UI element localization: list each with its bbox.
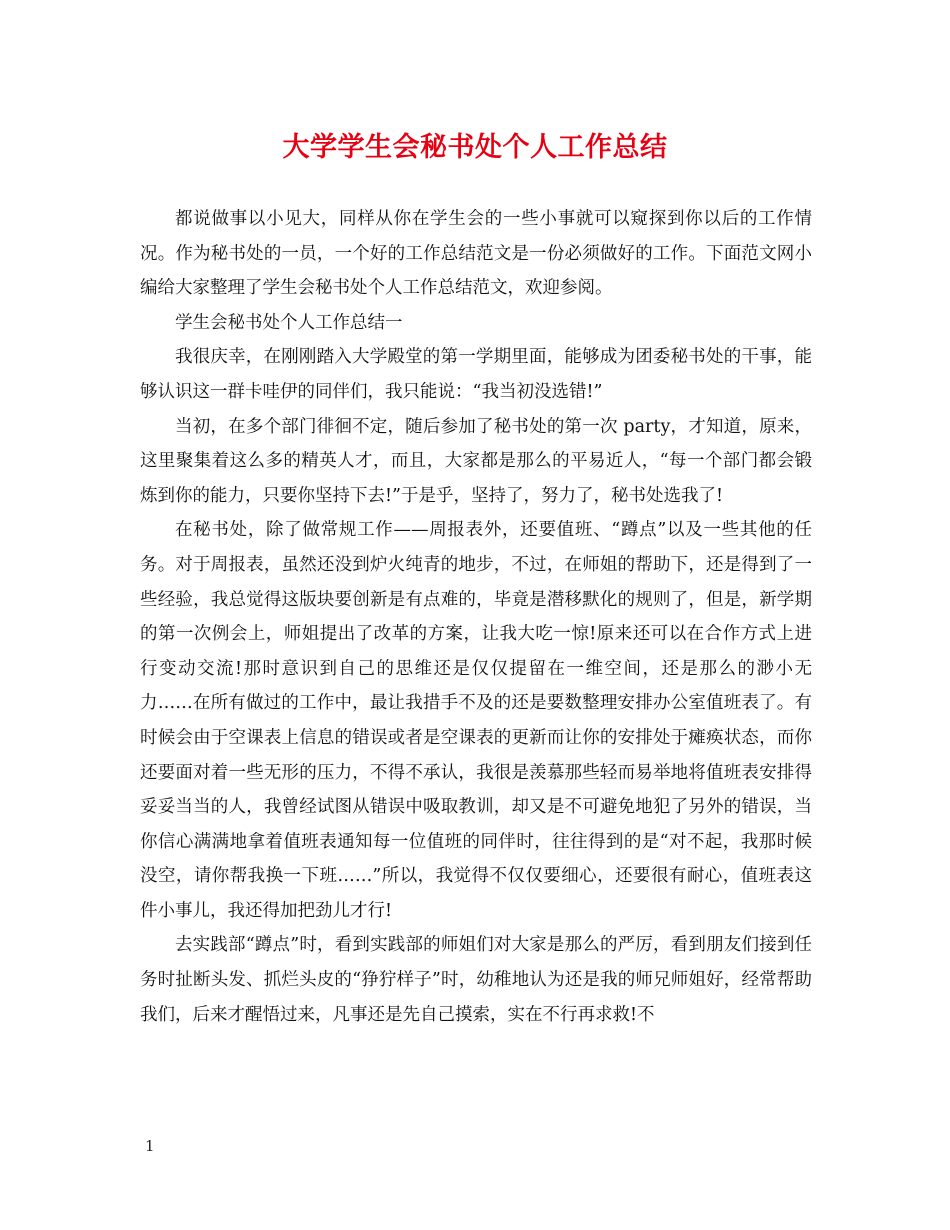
document-body <box>140 202 812 1032</box>
paragraph: 我很庆幸，在刚刚踏入大学殿堂的第一学期里面，能够成为团委秘书处的干事，能够认识这一群卡哇伊的同伴们，我只能说：“我当初没选错!” <box>140 347 812 402</box>
section-heading: 学生会秘书处个人工作总结一 <box>175 312 403 333</box>
document-title: 大学学生会秘书处个人工作总结 <box>282 132 668 163</box>
paragraph: 都说做事以小见大，同样从你在学生会的一些小事就可以窥探到你以后的工作情况。作为秘书处的一员，一个好的工作总结范文是一份必须做好的工作。下面范文网小编给大家整理了学生会秘书处个人工作总结范文，欢迎参阅。 <box>140 209 812 299</box>
paragraph: 去实践部“蹲点”时，看到实践部的师姐们对大家是那么的严厉，看到朋友们接到任务时扯断头发、抓烂头皮的“狰狞样子”时，幼稚地认为还是我的师兄师姐好，经常帮助我们，后来才醒悟过来，凡事还是先自己摸索，实在不行再求救!不 <box>140 935 812 1025</box>
paragraph: 当初，在多个部门徘徊不定，随后参加了秘书处的第一次 party，才知道，原来，这里聚集着这么多的精英人才，而且，大家都是那么的平易近人，“每一个部门都会锻炼到你的能力，只要你坚持下去!”于是乎，坚持了，努力了，秘书处选我了! <box>140 416 812 506</box>
page-number: 1 <box>145 1137 155 1155</box>
paragraph: 在秘书处，除了做常规工作——周报表外，还要值班、“蹲点”以及一些其他的任务。对于周报表，虽然还没到炉火纯青的地步，不过，在师姐的帮助下，还是得到了一些经验，我总觉得这版块要创新是有点难的，毕竟是潜移默化的规则了，但是，新学期的第一次例会上，师姐提出了改革的方案，让我大吃一惊!原来还可以在合作方式上进行变动交流!那时意识到自己的思维还是仅仅提留在一维空间，还是那么的渺小无力……在所有做过的工作中，最让我措手不及的还是要数整理安排办公室值班表了。有时候会由于空课表上信息的错误或者是空课表的更新而让你的安排处于瘫痪状态，而你还要面对着一些无形的压力，不得不承认，我很是羡慕那些轻而易举地将值班表安排得妥妥当当的人，我曾经试图从错误中吸取教训，却又是不可避免地犯了另外的错误，当你信心满满地拿着值班表通知每一位值班的同伴时，往往得到的是“对不起，我那时候没空，请你帮我换一下班……”所以，我觉得不仅仅要细心，还要很有耐心，值班表这件小事儿，我还得加把劲儿才行! <box>140 520 812 921</box>
